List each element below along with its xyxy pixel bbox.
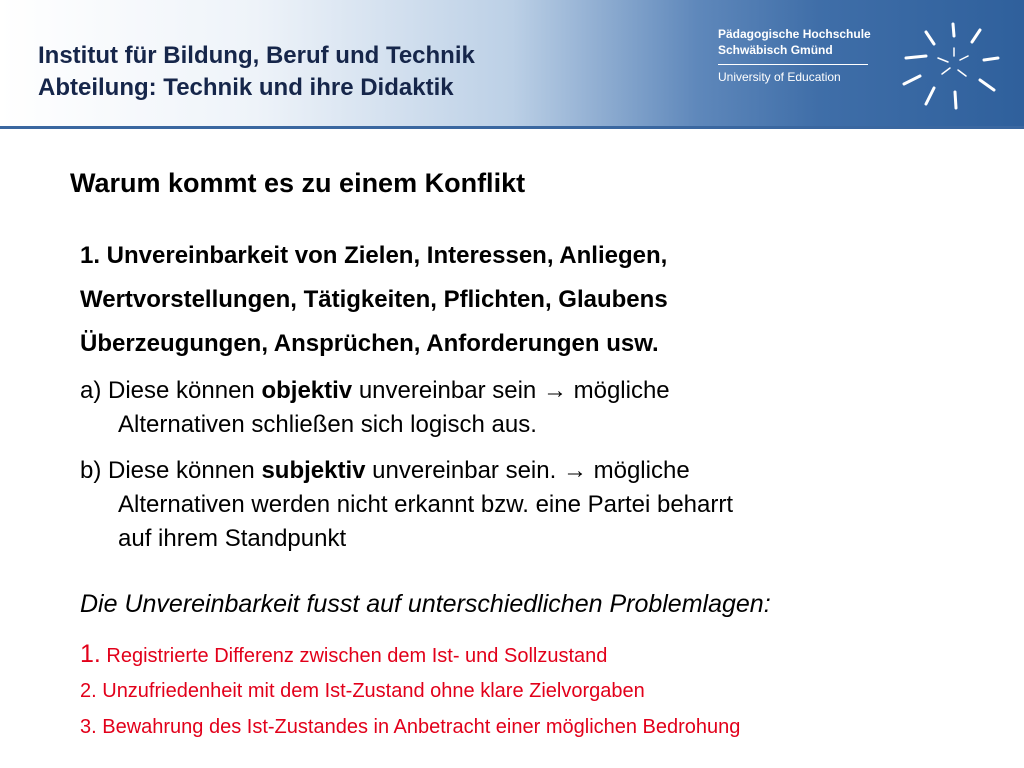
point-b-prefix: b) Diese können <box>80 457 262 484</box>
slide-title: Warum kommt es zu einem Konflikt <box>70 168 526 198</box>
point-b-tail: mögliche <box>586 457 690 484</box>
arrow-icon: → <box>542 377 567 404</box>
starburst-logo-icon <box>898 18 1008 114</box>
institute-title <box>38 40 475 104</box>
point1-line1: 1. Unvereinbarkeit von Zielen, Interessen, Anliegen, <box>80 242 668 269</box>
point1-line3: Überzeugungen, Ansprüchen, Anforderungen usw. <box>80 330 659 357</box>
problem-number: 3. <box>80 716 97 738</box>
problem-number: 1. <box>80 640 101 668</box>
university-name-line2: Schwäbisch Gmünd <box>718 43 833 57</box>
arrow-icon: → <box>562 457 587 484</box>
problem-heading: Die Unvereinbarkeit fusst auf unterschiedlichen Problemlagen: <box>80 590 771 618</box>
point-b-line3: auf ihrem Standpunkt <box>118 525 347 552</box>
problem-text: Bewahrung des Ist-Zustandes in Anbetracht einer möglichen Bedrohung <box>96 716 741 738</box>
university-subtitle: University of Education <box>718 70 841 84</box>
problem-text: Unzufriedenheit mit dem Ist-Zustand ohne klare Zielvorgaben <box>96 680 645 702</box>
point-a-bold: objektiv <box>261 377 353 404</box>
problem-item <box>80 716 740 739</box>
point-b-bold: subjektiv <box>261 457 366 484</box>
institute-name: Institut für Bildung, Beruf und Technik <box>38 42 475 69</box>
point-b-suffix: unvereinbar sein. <box>365 457 563 484</box>
point-b <box>80 454 980 556</box>
problem-item <box>80 640 607 669</box>
point1-line2: Wertvorstellungen, Tätigkeiten, Pflichten, Glaubens <box>80 286 668 313</box>
point-a-tail: mögliche <box>566 377 670 404</box>
problem-text: Registrierte Differenz zwischen dem Ist- und Sollzustand <box>100 645 608 667</box>
point-b-line2: Alternativen werden nicht erkannt bzw. eine Partei beharrt <box>118 491 734 518</box>
point-a-suffix: unvereinbar sein <box>352 377 543 404</box>
point-a <box>80 374 980 442</box>
university-name-line1: Pädagogische Hochschule <box>718 27 871 41</box>
point-a-prefix: a) Diese können <box>80 377 262 404</box>
problem-number: 2. <box>80 680 97 702</box>
problem-item <box>80 680 645 703</box>
university-block <box>718 26 871 85</box>
university-rule <box>718 64 868 65</box>
point-a-line2: Alternativen schließen sich logisch aus. <box>118 411 537 438</box>
header-divider <box>0 126 1024 129</box>
department-name: Abteilung: Technik und ihre Didaktik <box>38 74 454 101</box>
